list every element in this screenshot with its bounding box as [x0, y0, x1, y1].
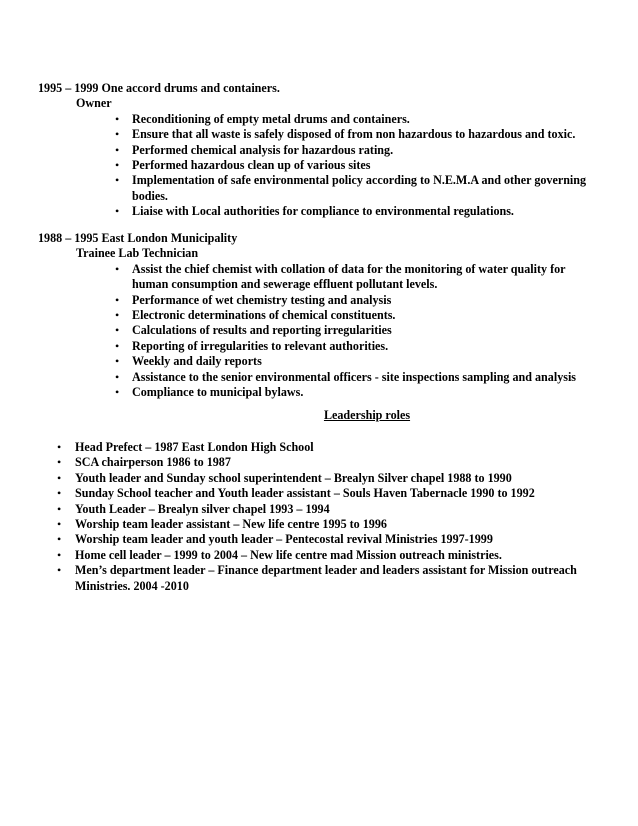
list-item: [57, 455, 602, 470]
bullet-icon: •: [57, 486, 62, 501]
bullet-icon: •: [115, 338, 120, 353]
list-item: [57, 532, 602, 547]
list-item: [115, 143, 598, 158]
bullet-icon: •: [115, 127, 120, 142]
duty-text: Electronic determinations of chemical constituents.: [132, 308, 396, 323]
list-item: [57, 440, 602, 455]
list-item: [115, 339, 598, 354]
list-item: [115, 127, 598, 142]
duty-text: Liaise with Local authorities for compliance to environmental regulations.: [132, 204, 514, 219]
job-role: Trainee Lab Technician: [76, 246, 199, 261]
list-item: [115, 308, 598, 323]
duty-text: Ensure that all waste is safely disposed of from non hazardous to hazardous and toxic.: [132, 127, 576, 142]
list-item: [57, 548, 602, 563]
duty-text: Performed hazardous clean up of various sites: [132, 158, 371, 173]
leadership-role-text: Youth Leader – Brealyn silver chapel 1993 – 1994: [75, 501, 330, 516]
duty-text: Implementation of safe environmental policy according to N.E.M.A and other governing bodies.: [132, 173, 587, 203]
job-title: 1995 – 1999 One accord drums and containers.: [38, 81, 280, 95]
bullet-icon: •: [57, 455, 62, 470]
list-item: [57, 517, 602, 532]
bullet-icon: •: [57, 470, 62, 485]
duty-text: Reconditioning of empty metal drums and containers.: [132, 111, 410, 126]
leadership-roles-list: [57, 440, 602, 594]
list-item: [115, 293, 598, 308]
job-entry-east-london-municipality: [38, 231, 598, 400]
list-item: [115, 385, 598, 400]
duty-text: Calculations of results and reporting irregularities: [132, 323, 392, 338]
duty-text: Assistance to the senior environmental officers - site inspections sampling and analysis: [132, 369, 577, 384]
duty-text: Reporting of irregularities to relevant authorities.: [132, 338, 389, 353]
list-item: [115, 112, 598, 127]
bullet-icon: •: [115, 323, 120, 338]
list-item: [57, 471, 602, 486]
bullet-icon: •: [57, 517, 62, 532]
bullet-icon: •: [115, 111, 120, 126]
duty-text: Weekly and daily reports: [132, 354, 262, 369]
bullet-icon: •: [57, 563, 62, 578]
bullet-icon: •: [115, 385, 120, 400]
bullet-icon: •: [57, 547, 62, 562]
bullet-icon: •: [115, 261, 120, 276]
job-title: 1988 – 1995 East London Municipality: [38, 231, 238, 245]
bullet-icon: •: [115, 369, 120, 384]
duty-text: Performed chemical analysis for hazardous rating.: [132, 142, 394, 157]
bullet-icon: •: [115, 204, 120, 219]
bullet-icon: •: [57, 501, 62, 516]
leadership-role-text: Youth leader and Sunday school superintendent – Brealyn Silver chapel 1988 to 1990: [75, 470, 512, 485]
duty-text: Assist the chief chemist with collation of data for the monitoring of water quality for human consumption and sewerage effluent pollutant levels.: [132, 261, 566, 292]
bullet-icon: •: [115, 142, 120, 157]
list-item: [115, 354, 598, 369]
bullet-icon: •: [115, 308, 120, 323]
list-item: [115, 173, 598, 204]
list-item: [57, 502, 602, 517]
list-item: [115, 370, 598, 385]
bullet-icon: •: [115, 354, 120, 369]
list-item: [115, 323, 598, 338]
list-item: [115, 204, 598, 219]
duty-text: Performance of wet chemistry testing and analysis: [132, 292, 392, 307]
leadership-role-text: Sunday School teacher and Youth leader assistant – Souls Haven Tabernacle 1990 to 1992: [75, 486, 535, 501]
bullet-icon: •: [115, 292, 120, 307]
leadership-role-text: Worship team leader assistant – New life centre 1995 to 1996: [75, 517, 387, 532]
bullet-icon: •: [115, 173, 120, 188]
bullet-icon: •: [57, 532, 62, 547]
duties-list: [115, 112, 598, 220]
bullet-icon: •: [115, 158, 120, 173]
leadership-role-text: Head Prefect – 1987 East London High School: [75, 440, 314, 454]
leadership-role-text: Home cell leader – 1999 to 2004 – New life centre mad Mission outreach ministries.: [75, 547, 502, 562]
leadership-role-text: SCA chairperson 1986 to 1987: [75, 455, 231, 470]
list-item: [57, 563, 602, 594]
leadership-roles-heading: Leadership roles: [323, 408, 411, 422]
list-item: [115, 262, 598, 293]
leadership-role-text: Men’s department leader – Finance department leader and leaders assistant for Mission outreach Ministries. 2004 -2010: [75, 563, 577, 593]
bullet-icon: •: [57, 440, 62, 454]
leadership-role-text: Worship team leader and youth leader – Pentecostal revival Ministries 1997-1999: [75, 532, 493, 547]
duties-list: [115, 262, 598, 401]
list-item: [57, 486, 602, 501]
duty-text: Compliance to municipal bylaws.: [132, 385, 304, 400]
job-entry-one-accord: [38, 81, 598, 220]
list-item: [115, 158, 598, 173]
job-role: Owner: [76, 96, 112, 111]
